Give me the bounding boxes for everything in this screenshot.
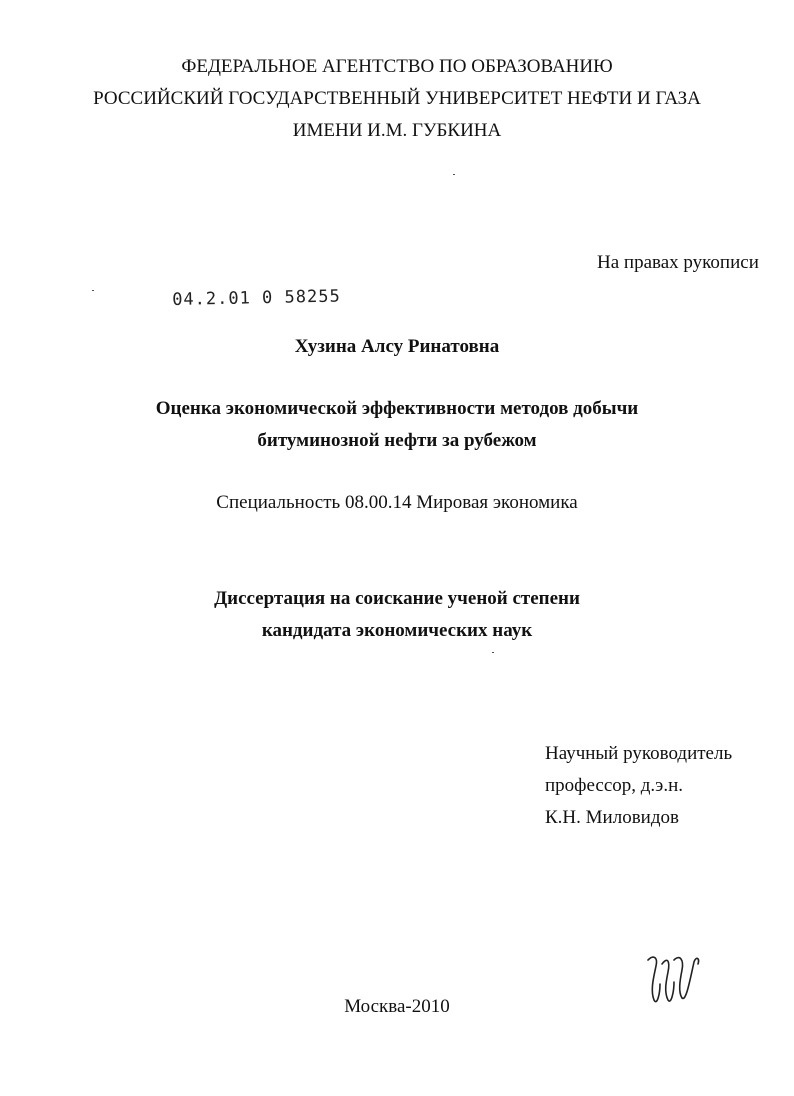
thesis-title-line2: битуминозной нефти за рубежом xyxy=(257,430,537,451)
scan-speck xyxy=(492,652,494,653)
dissertation-degree-line1: Диссертация на соискание ученой степени xyxy=(214,588,580,609)
scan-speck xyxy=(453,174,455,175)
place-and-year: Москва-2010 xyxy=(344,996,450,1017)
supervisor-name: К.Н. Миловидов xyxy=(545,807,679,828)
rights-note: На правах рукописи xyxy=(597,252,759,273)
author-name: Хузина Алсу Ринатовна xyxy=(294,336,500,357)
university-name-suffix: ИМЕНИ И.М. ГУБКИНА xyxy=(292,120,502,141)
agency-name: ФЕДЕРАЛЬНОЕ АГЕНТСТВО ПО ОБРАЗОВАНИЮ xyxy=(181,56,613,77)
supervisor-role: Научный руководитель xyxy=(545,743,733,764)
university-name: РОССИЙСКИЙ ГОСУДАРСТВЕННЫЙ УНИВЕРСИТЕТ НЕФТИ И ГАЗА xyxy=(93,88,701,109)
specialty: Специальность 08.00.14 Мировая экономика xyxy=(216,492,578,513)
scan-speck xyxy=(92,290,94,291)
dissertation-degree-line2: кандидата экономических наук xyxy=(261,620,533,641)
thesis-title-line1: Оценка экономической эффективности методов добычи xyxy=(155,398,639,419)
supervisor-degree: профессор, д.э.н. xyxy=(545,775,683,796)
registration-stamp: 04.2.01 0 58255 xyxy=(172,286,341,310)
